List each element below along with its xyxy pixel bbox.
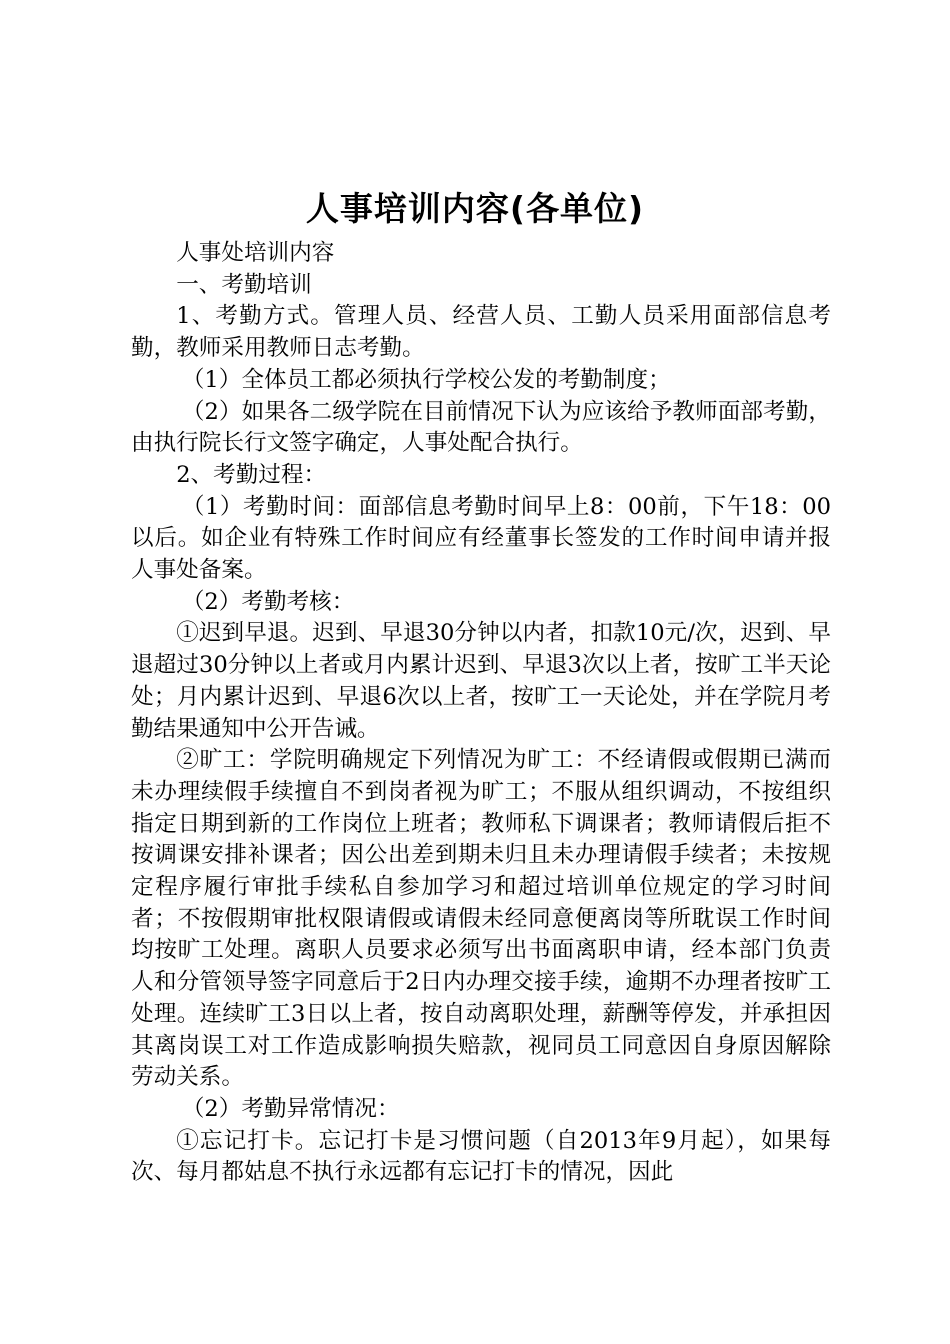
- paragraph-abnormal-heading: （2）考勤异常情况：: [181, 1095, 400, 1122]
- section-heading-attendance: 一、考勤培训: [176, 271, 312, 298]
- paragraph-rule-1: （1）全体员工都必须执行学校公发的考勤制度；: [181, 366, 671, 393]
- paragraph-attendance-time: （1）考勤时间：面部信息考勤时间早上8：00前，下午18：00以后。如企业有特殊工作时间应有经董事长签发的工作时间申请并报人事处备案。: [131, 493, 831, 584]
- paragraph-attendance-method: 1、考勤方式。管理人员、经营人员、工勤人员采用面部信息考勤，教师采用教师日志考勤。: [131, 303, 831, 362]
- paragraph-attendance-check: （2）考勤考核：: [181, 588, 355, 615]
- document-body: [131, 238, 831, 1189]
- paragraph-absenteeism: ②旷工：学院明确规定下列情况为旷工：不经请假或假期已满而未办理续假手续擅自不到岗者视为旷工；不服从组织调动，不按组织指定日期到新的工作岗位上班者；教师私下调课者；教师请假后拒不按调课安排补课者；因公出差到期未归且未办理请假手续者；未按规定程序履行审批手续私自参加学习和超过培训单位规定的学习时间者；不按假期审批权限请假或请假未经同意便离岗等所耽误工作时间均按旷工处理。离职人员要求必须写出书面离职申请，经本部门负责人和分管领导签字同意后于2日内办理交接手续，逾期不办理者按旷工处理。连续旷工3日以上者，按自动离职处理，薪酬等停发，并承担因其离岗误工对工作造成影响损失赔款，视同员工同意因自身原因解除劳动关系。: [131, 747, 831, 1091]
- paragraph-rule-2: （2）如果各二级学院在目前情况下认为应该给予教师面部考勤，由执行院长行文签字确定，人事处配合执行。: [131, 398, 831, 457]
- paragraph-forgot-punch: ①忘记打卡。忘记打卡是习惯问题（自2013年9月起），如果每次、每月都姑息不执行永远都有忘记打卡的情况，因此: [131, 1127, 831, 1186]
- section-heading-process: 2、考勤过程：: [176, 461, 327, 488]
- document-title: 人事培训内容(各单位): [305, 189, 645, 228]
- section-heading-training: 人事处培训内容: [176, 240, 335, 266]
- paragraph-late-early: ①迟到早退。迟到、早退30分钟以内者，扣款10元/次，迟到、早退超过30分钟以上者或月内累计迟到、早退3次以上者，按旷工半天论处；月内累计迟到、早退6次以上者，按旷工一天论处，并在学院月考勤结果通知中公开告诫。: [131, 620, 831, 742]
